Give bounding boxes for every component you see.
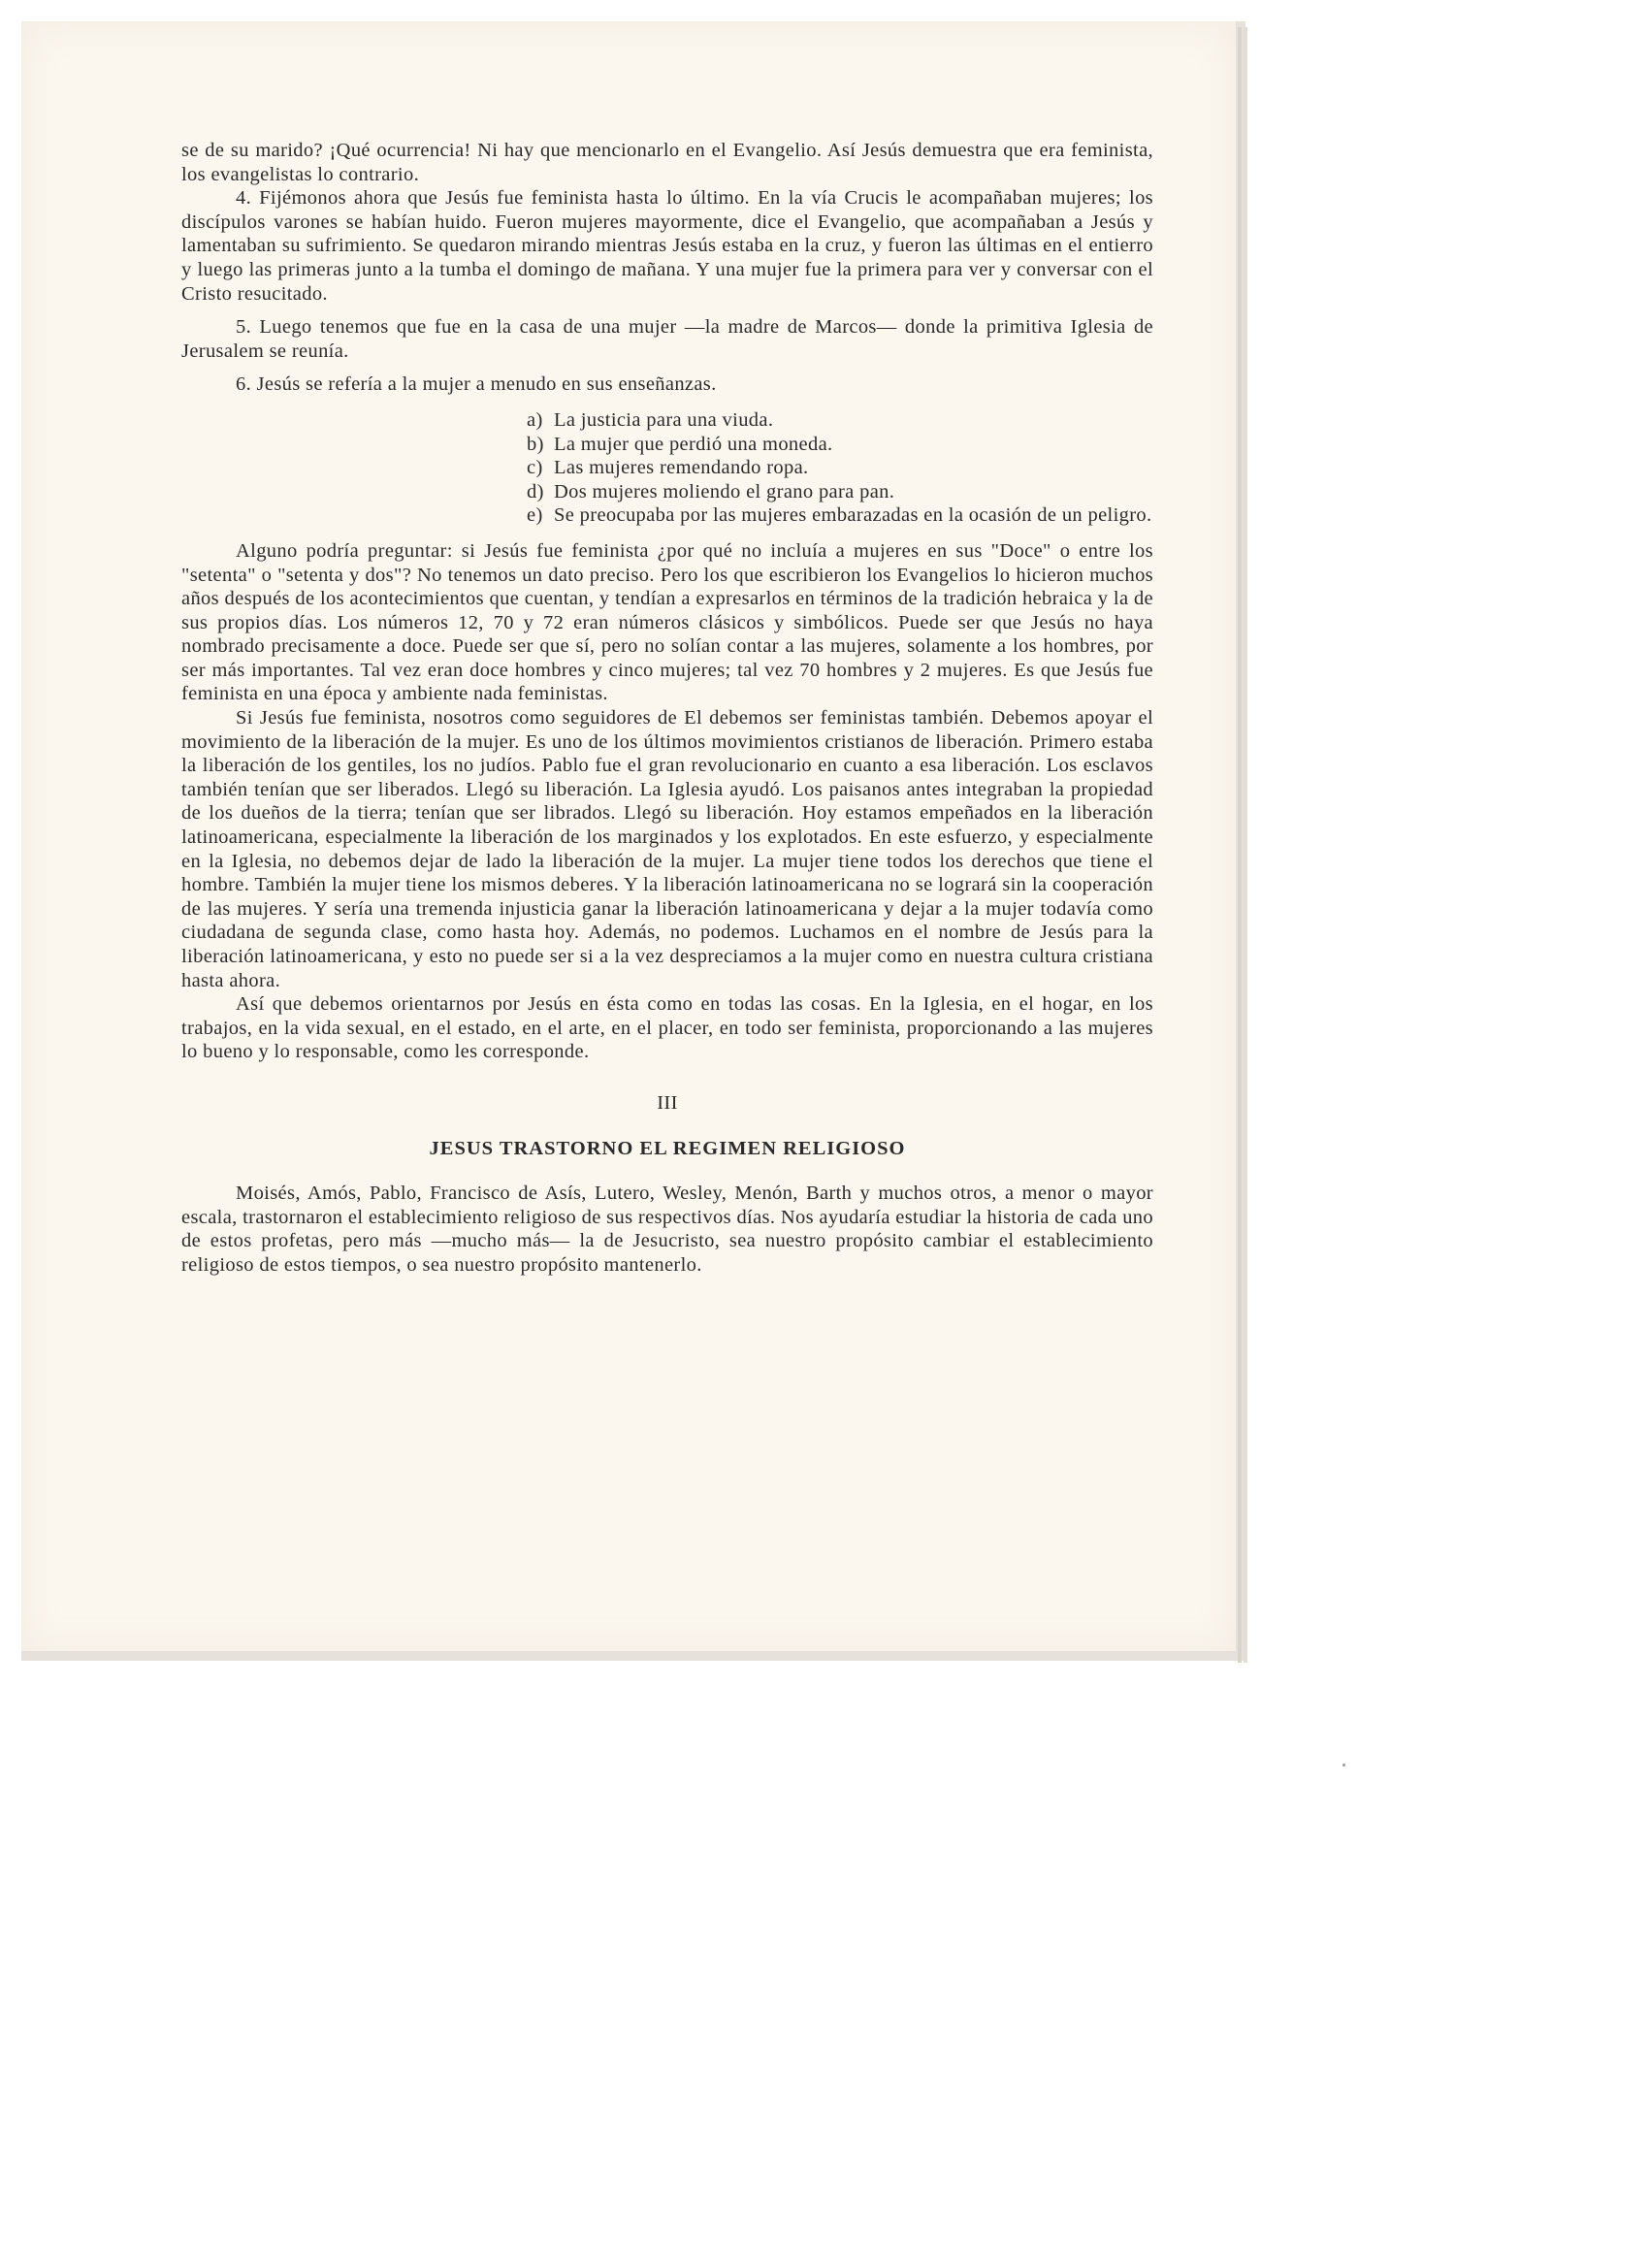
list-text: Las mujeres remendando ropa. [554, 457, 809, 479]
list-marker: a) [527, 408, 543, 431]
list-item [527, 480, 1153, 504]
list-text: La justicia para una viuda. [554, 408, 774, 431]
paragraph: 4. Fijémonos ahora que Jesús fue feminista hasta lo último. En la vía Crucis le acompañaban mujeres; los discípulos varones se habían huido. Fueron mujeres mayormente, dice el Evangelio, que acompañaban a Jesús y lamentaban su sufrimiento. Se quedaron mirando mientras Jesús estaba en la cruz, y fueron las últimas en el entierro y luego las primeras junto a la tumba el domingo de mañana. Y una mujer fue la primera para ver y conversar con el Cristo resucitado. [181, 187, 1153, 305]
section-title: JESUS TRASTORNO EL REGIMEN RELIGIOSO [429, 1137, 906, 1159]
paragraph: 5. Luego tenemos que fue en la casa de una mujer —la madre de Marcos— donde la primitiva Iglesia de Jerusalem se reunía. [181, 316, 1153, 362]
paragraph: Alguno podría preguntar: si Jesús fue feminista ¿por qué no incluía a mujeres en sus "Doce" o entre los "setenta" o "setenta y dos"? No tenemos un dato preciso. Pero los que escribieron los Evangelios lo hicieron muchos años después de los acontecimientos que cuentan, y tendían a expresarlos en términos de la tradición hebraica y la de sus propios días. Los números 12, 70 y 72 eran números clásicos y simbólicos. Puede ser que Jesús no haya nombrado precisamente a doce. Puede ser que sí, pero no solían contar a las mujeres, solamente a los hombres, por ser más importantes. Tal vez eran doce hombres y cinco mujeres; tal vez 70 hombres y 2 mujeres. Es que Jesús fue feminista en una época y ambiente nada feministas. [181, 539, 1153, 705]
paragraph: Moisés, Amós, Pablo, Francisco de Asís, Lutero, Wesley, Menón, Barth y muchos otros, a menor o mayor escala, trastornaron el establecimiento religioso de sus respectivos días. Nos ayudaría estudiar la historia de cada uno de estos profetas, pero más —mucho más— la de Jesucristo, sea nuestro propósito cambiar el establecimiento religioso de estos tiempos, o sea nuestro propósito mantenerlo. [181, 1183, 1153, 1276]
examples-list [181, 408, 1153, 528]
paragraph: Así que debemos orientarnos por Jesús en ésta como en todas las cosas. En la Iglesia, en el hogar, en los trabajos, en la vida sexual, en el estado, en el arte, en el placer, en todo ser feminista, proporcionando a las mujeres lo bueno y lo responsable, como les corresponde. [181, 993, 1153, 1063]
paragraph: Si Jesús fue feminista, nosotros como seguidores de El debemos ser feministas también. Debemos apoyar el movimiento de la liberación de la mujer. Es uno de los últimos movimientos cristianos de liberación. Primero estaba la liberación de los gentiles, los no judíos. Pablo fue el gran revolucionario en cuanto a esa liberación. Los esclavos también tenían que ser liberados. Llegó su liberación. La Iglesia ayudó. Los paisanos antes integraban la propiedad de los dueños de la tierra; tenían que ser librados. Llegó su liberación. Hoy estamos empeñados en la liberación latinoamericana, especialmente la liberación de los marginados y los explotados. En este esfuerzo, y especialmente en la Iglesia, no debemos dejar de lado la liberación de la mujer. La mujer tiene todos los derechos que tiene el hombre. También la mujer tiene los mismos deberes. Y la liberación latinoamericana no se logrará sin la cooperación de las mujeres. Y sería una tremenda injusticia ganar la liberación latinoamericana y dejar a la mujer todavía como ciudadana de segunda clase, como hasta hoy. Además, no podemos. Luchamos en el nombre de Jesús para la liberación latinoamericana, y esto no puede ser si a la vez despreciamos a la mujer como en nuestra cultura cristiana hasta ahora. [181, 707, 1153, 991]
list-text: La mujer que perdió una moneda. [554, 433, 833, 455]
document-page [21, 21, 1236, 1651]
section-number: III [657, 1091, 678, 1114]
paragraph: 6. Jesús se refería a la mujer a menudo en sus enseñanzas. [236, 373, 717, 396]
paragraph: se de su marido? ¡Qué ocurrencia! Ni hay que mencionarlo en el Evangelio. Así Jesús demuestra que era feminista, los evangelistas lo contrario. [181, 140, 1153, 185]
list-marker: e) [527, 504, 543, 527]
list-marker: b) [527, 433, 544, 455]
page-text [181, 139, 1153, 1278]
list-item [527, 408, 1153, 433]
list-item [527, 433, 1153, 457]
list-marker: c) [527, 457, 543, 479]
stacked-page-edge [1244, 27, 1247, 1663]
list-text: Dos mujeres moliendo el grano para pan. [554, 480, 895, 502]
scan-speck [1342, 1764, 1345, 1766]
stacked-page-edge [1238, 27, 1242, 1663]
list-item [527, 456, 1153, 480]
list-item [527, 503, 1153, 528]
list-text: Se preocupaba por las mujeres embarazadas en la ocasión de un peligro. [554, 504, 1152, 527]
list-marker: d) [527, 480, 544, 502]
